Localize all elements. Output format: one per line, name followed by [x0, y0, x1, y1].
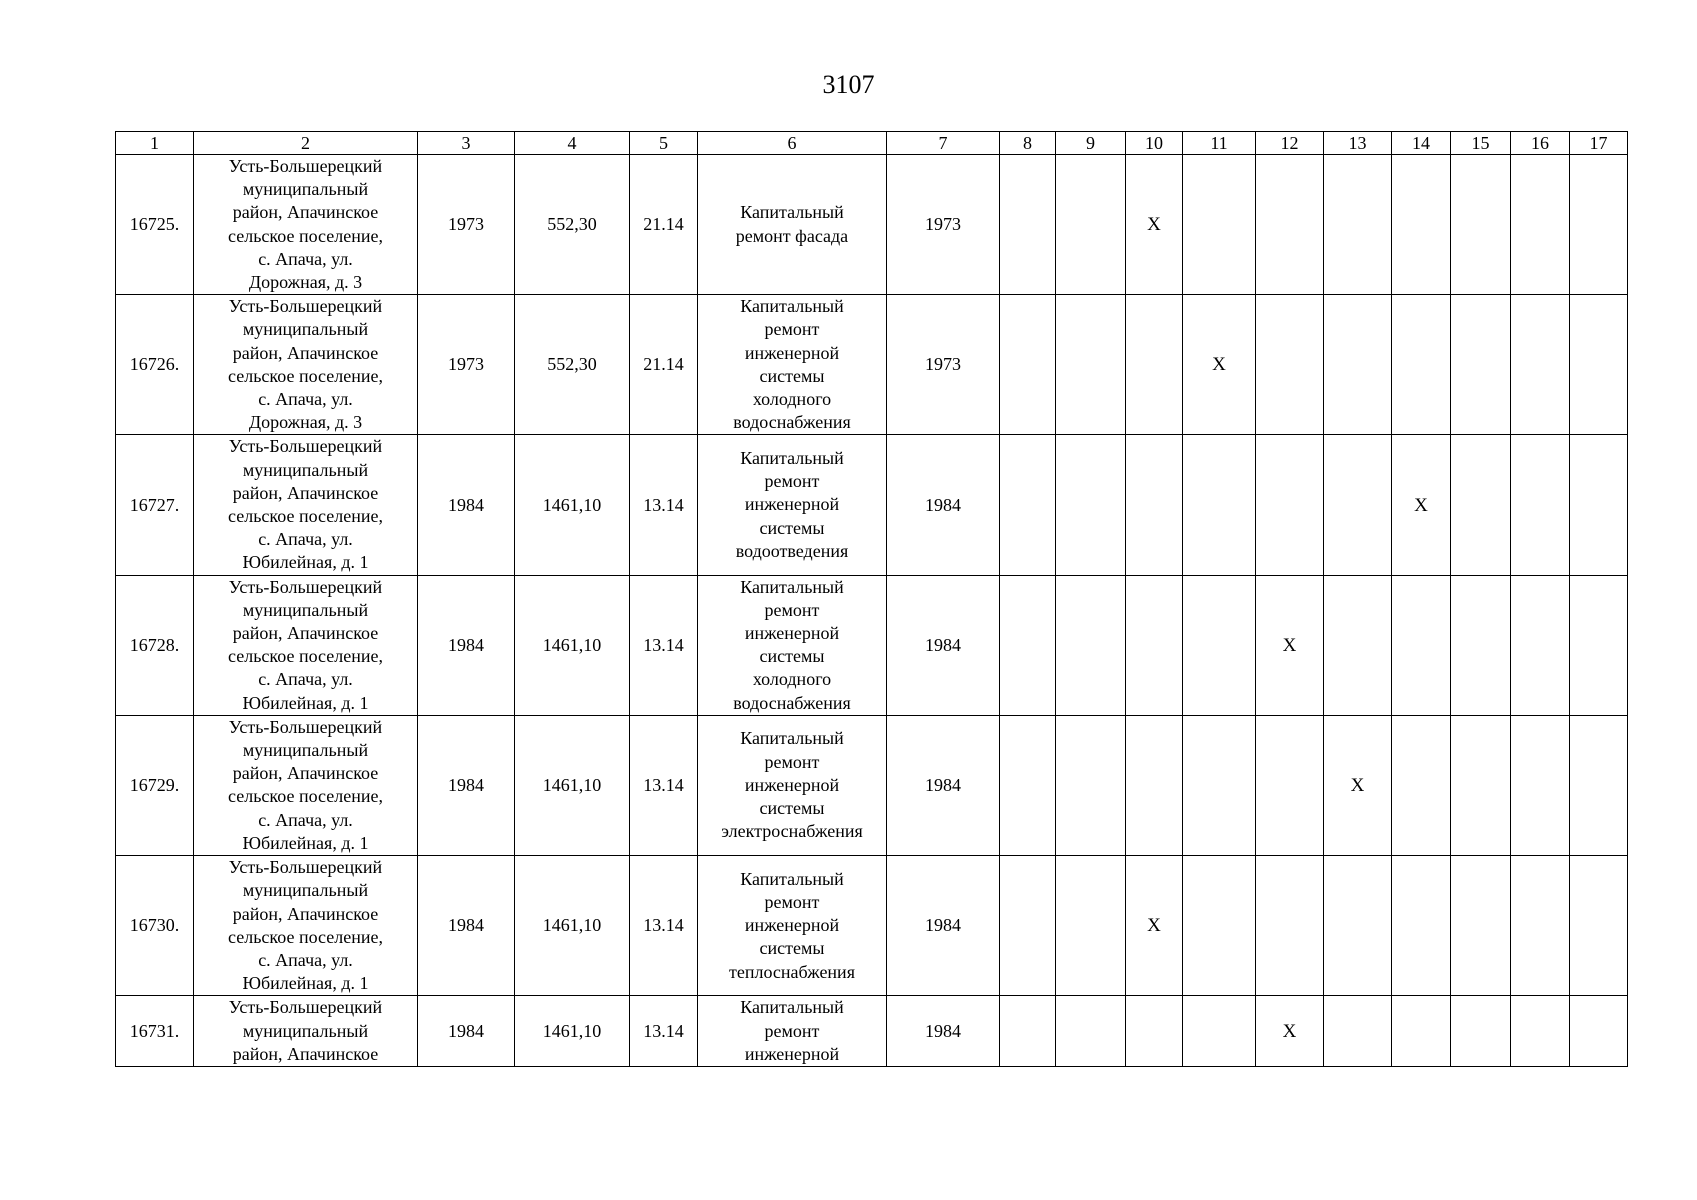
work-type-cell — [698, 856, 887, 996]
work-type-cell-line: инженерной — [744, 494, 840, 515]
address-cell-line: с. Апача, ул. — [258, 389, 353, 410]
work-type-cell-line: электроснабжения — [721, 821, 863, 842]
mark-cell-col-16 — [1511, 295, 1570, 435]
work-type-cell-line: системы — [759, 798, 825, 819]
mark-cell-col-9 — [1056, 856, 1126, 996]
address-cell — [194, 996, 418, 1067]
address-cell-line: район, Апачинское — [232, 903, 379, 924]
address-cell-line: Усть-Большерецкий — [228, 576, 383, 597]
work-type-cell-line: инженерной — [744, 915, 840, 936]
address-cell-line: сельское поселение, — [228, 506, 383, 527]
mark-cell-col-8 — [1000, 435, 1056, 575]
work-type-cell-line: Капитальный — [740, 728, 844, 749]
mark-cell-col-15 — [1451, 575, 1511, 715]
work-type-cell-line: Капитальный — [740, 202, 844, 223]
address-cell — [194, 295, 418, 435]
mark-cell-col-10 — [1126, 575, 1183, 715]
mark-cell-col-10 — [1126, 715, 1183, 855]
column-header-3: 3 — [418, 132, 515, 155]
mark-cell-col-8 — [1000, 295, 1056, 435]
year-built-cell: 1984 — [418, 715, 515, 855]
column-header-15: 15 — [1451, 132, 1511, 155]
address-cell-line: район, Апачинское — [232, 342, 379, 363]
plan-year-cell: 1984 — [887, 996, 1000, 1067]
plan-year-cell: 1973 — [887, 155, 1000, 295]
mark-cell-col-8 — [1000, 155, 1056, 295]
register-table — [115, 131, 1628, 1067]
mark-cell-col-15 — [1451, 856, 1511, 996]
mark-cell-col-11 — [1183, 996, 1256, 1067]
mark-cell-col-8 — [1000, 575, 1056, 715]
mark-cell-col-10 — [1126, 295, 1183, 435]
work-type-cell — [698, 575, 887, 715]
year-built-cell: 1973 — [418, 295, 515, 435]
table-row — [116, 295, 1628, 435]
address-cell-line: с. Апача, ул. — [258, 529, 353, 550]
mark-cell-col-11 — [1183, 715, 1256, 855]
work-type-cell-line: Капитальный — [740, 997, 844, 1018]
address-cell-line: район, Апачинское — [232, 623, 379, 644]
mark-cell-col-17 — [1570, 996, 1628, 1067]
row-number-cell: 16728. — [116, 575, 194, 715]
address-cell-line: с. Апача, ул. — [258, 248, 353, 269]
column-header-17: 17 — [1570, 132, 1628, 155]
work-type-cell-line: инженерной — [744, 774, 840, 795]
mark-cell-col-12 — [1256, 435, 1324, 575]
mark-cell-col-16 — [1511, 435, 1570, 575]
year-built-cell: 1984 — [418, 575, 515, 715]
work-type-cell-line: системы — [759, 938, 825, 959]
area-cell: 1461,10 — [515, 715, 630, 855]
table-row — [116, 856, 1628, 996]
work-type-cell-line: Капитальный — [740, 296, 844, 317]
row-number-cell: 16730. — [116, 856, 194, 996]
address-cell-line: муниципальный — [242, 1020, 369, 1041]
mark-cell-col-17 — [1570, 575, 1628, 715]
address-cell-line: с. Апача, ул. — [258, 949, 353, 970]
mark-cell-col-9 — [1056, 295, 1126, 435]
mark-cell-col-17 — [1570, 155, 1628, 295]
mark-cell-col-12 — [1256, 715, 1324, 855]
mark-cell-col-10 — [1126, 996, 1183, 1067]
address-cell-line: район, Апачинское — [232, 1043, 379, 1064]
address-cell — [194, 856, 418, 996]
mark-cell-col-15 — [1451, 155, 1511, 295]
mark-cell-col-17 — [1570, 435, 1628, 575]
work-type-cell-line: системы — [759, 365, 825, 386]
column-header-6: 6 — [698, 132, 887, 155]
work-type-cell-line: Капитальный — [740, 868, 844, 889]
plan-year-cell: 1984 — [887, 575, 1000, 715]
column-header-9: 9 — [1056, 132, 1126, 155]
work-type-cell-line: ремонт — [764, 599, 820, 620]
code-cell: 13.14 — [630, 575, 698, 715]
mark-cell-col-10 — [1126, 435, 1183, 575]
mark-cell-col-14 — [1392, 575, 1451, 715]
address-cell-line: Усть-Большерецкий — [228, 436, 383, 457]
address-cell-line: муниципальный — [242, 319, 369, 340]
mark-cell-col-17 — [1570, 715, 1628, 855]
address-cell-line: муниципальный — [242, 740, 369, 761]
mark-cell-col-10: X — [1126, 155, 1183, 295]
mark-cell-col-16 — [1511, 996, 1570, 1067]
table-row — [116, 575, 1628, 715]
year-built-cell: 1984 — [418, 435, 515, 575]
work-type-cell-line: Капитальный — [740, 448, 844, 469]
code-cell: 21.14 — [630, 295, 698, 435]
address-cell-line: сельское поселение, — [228, 365, 383, 386]
work-type-cell-line: ремонт — [764, 1020, 820, 1041]
work-type-cell-line: системы — [759, 517, 825, 538]
work-type-cell-line: ремонт — [764, 891, 820, 912]
address-cell-line: Усть-Большерецкий — [228, 997, 383, 1018]
column-header-5: 5 — [630, 132, 698, 155]
address-cell-line: Усть-Большерецкий — [228, 716, 383, 737]
address-cell-line: Усть-Большерецкий — [228, 857, 383, 878]
work-type-cell-line: ремонт — [764, 751, 820, 772]
work-type-cell-line: водоотведения — [735, 540, 849, 561]
column-header-1: 1 — [116, 132, 194, 155]
address-cell — [194, 575, 418, 715]
plan-year-cell: 1984 — [887, 856, 1000, 996]
mark-cell-col-16 — [1511, 575, 1570, 715]
work-type-cell — [698, 295, 887, 435]
mark-cell-col-15 — [1451, 715, 1511, 855]
mark-cell-col-12 — [1256, 155, 1324, 295]
year-built-cell: 1984 — [418, 856, 515, 996]
address-cell-line: сельское поселение, — [228, 225, 383, 246]
mark-cell-col-9 — [1056, 575, 1126, 715]
address-cell-line: с. Апача, ул. — [258, 669, 353, 690]
mark-cell-col-16 — [1511, 856, 1570, 996]
mark-cell-col-12: X — [1256, 575, 1324, 715]
mark-cell-col-9 — [1056, 996, 1126, 1067]
code-cell: 13.14 — [630, 996, 698, 1067]
column-header-16: 16 — [1511, 132, 1570, 155]
area-cell: 1461,10 — [515, 996, 630, 1067]
column-header-2: 2 — [194, 132, 418, 155]
address-cell-line: район, Апачинское — [232, 202, 379, 223]
table-row — [116, 435, 1628, 575]
table-row — [116, 715, 1628, 855]
mark-cell-col-17 — [1570, 295, 1628, 435]
code-cell: 13.14 — [630, 856, 698, 996]
address-cell-line: район, Апачинское — [232, 482, 379, 503]
mark-cell-col-14 — [1392, 295, 1451, 435]
table-row — [116, 155, 1628, 295]
work-type-cell-line: инженерной — [744, 623, 840, 644]
mark-cell-col-13 — [1324, 155, 1392, 295]
address-cell-line: муниципальный — [242, 179, 369, 200]
mark-cell-col-12 — [1256, 856, 1324, 996]
mark-cell-col-12 — [1256, 295, 1324, 435]
address-cell-line: Дорожная, д. 3 — [248, 412, 363, 433]
plan-year-cell: 1973 — [887, 295, 1000, 435]
mark-cell-col-15 — [1451, 996, 1511, 1067]
year-built-cell: 1984 — [418, 996, 515, 1067]
mark-cell-col-11: X — [1183, 295, 1256, 435]
work-type-cell-line: холодного — [752, 669, 832, 690]
address-cell-line: муниципальный — [242, 880, 369, 901]
area-cell: 1461,10 — [515, 575, 630, 715]
address-cell-line: Юбилейная, д. 1 — [242, 973, 369, 994]
work-type-cell-line: Капитальный — [740, 576, 844, 597]
row-number-cell: 16729. — [116, 715, 194, 855]
mark-cell-col-14 — [1392, 715, 1451, 855]
address-cell — [194, 715, 418, 855]
work-type-cell-line: инженерной — [744, 1043, 840, 1064]
column-header-13: 13 — [1324, 132, 1392, 155]
mark-cell-col-8 — [1000, 856, 1056, 996]
column-header-7: 7 — [887, 132, 1000, 155]
year-built-cell: 1973 — [418, 155, 515, 295]
mark-cell-col-17 — [1570, 856, 1628, 996]
mark-cell-col-8 — [1000, 715, 1056, 855]
code-cell: 13.14 — [630, 715, 698, 855]
mark-cell-col-13 — [1324, 856, 1392, 996]
mark-cell-col-9 — [1056, 155, 1126, 295]
address-cell-line: муниципальный — [242, 599, 369, 620]
address-cell-line: сельское поселение, — [228, 926, 383, 947]
plan-year-cell: 1984 — [887, 715, 1000, 855]
mark-cell-col-14 — [1392, 155, 1451, 295]
address-cell-line: Усть-Большерецкий — [228, 296, 383, 317]
mark-cell-col-13 — [1324, 575, 1392, 715]
mark-cell-col-14: X — [1392, 435, 1451, 575]
work-type-cell-line: системы — [759, 646, 825, 667]
row-number-cell: 16726. — [116, 295, 194, 435]
address-cell-line: район, Апачинское — [232, 763, 379, 784]
work-type-cell-line: водоснабжения — [733, 692, 851, 713]
column-header-12: 12 — [1256, 132, 1324, 155]
address-cell-line: сельское поселение, — [228, 646, 383, 667]
mark-cell-col-11 — [1183, 435, 1256, 575]
address-cell-line: с. Апача, ул. — [258, 809, 353, 830]
work-type-cell-line: ремонт — [764, 319, 820, 340]
address-cell-line: сельское поселение, — [228, 786, 383, 807]
page-number: 3107 — [822, 70, 875, 99]
work-type-cell — [698, 435, 887, 575]
address-cell-line: Юбилейная, д. 1 — [242, 832, 369, 853]
mark-cell-col-13 — [1324, 295, 1392, 435]
work-type-cell-line: холодного — [752, 389, 832, 410]
mark-cell-col-9 — [1056, 715, 1126, 855]
work-type-cell — [698, 996, 887, 1067]
mark-cell-col-11 — [1183, 155, 1256, 295]
mark-cell-col-15 — [1451, 295, 1511, 435]
mark-cell-col-8 — [1000, 996, 1056, 1067]
mark-cell-col-16 — [1511, 715, 1570, 855]
column-header-11: 11 — [1183, 132, 1256, 155]
address-cell — [194, 155, 418, 295]
table-row — [116, 996, 1628, 1067]
column-header-4: 4 — [515, 132, 630, 155]
mark-cell-col-13 — [1324, 996, 1392, 1067]
mark-cell-col-11 — [1183, 856, 1256, 996]
mark-cell-col-14 — [1392, 856, 1451, 996]
work-type-cell-line: инженерной — [744, 342, 840, 363]
mark-cell-col-13: X — [1324, 715, 1392, 855]
plan-year-cell: 1984 — [887, 435, 1000, 575]
column-header-8: 8 — [1000, 132, 1056, 155]
address-cell-line: муниципальный — [242, 459, 369, 480]
table-body — [116, 155, 1628, 1067]
column-header-10: 10 — [1126, 132, 1183, 155]
address-cell-line: Юбилейная, д. 1 — [242, 692, 369, 713]
address-cell-line: Усть-Большерецкий — [228, 156, 383, 176]
address-cell-line: Дорожная, д. 3 — [248, 272, 363, 293]
address-cell — [194, 435, 418, 575]
work-type-cell — [698, 715, 887, 855]
mark-cell-col-11 — [1183, 575, 1256, 715]
address-cell-line: Юбилейная, д. 1 — [242, 552, 369, 573]
mark-cell-col-14 — [1392, 996, 1451, 1067]
work-type-cell-line: водоснабжения — [733, 412, 851, 433]
mark-cell-col-15 — [1451, 435, 1511, 575]
area-cell: 552,30 — [515, 155, 630, 295]
mark-cell-col-10: X — [1126, 856, 1183, 996]
mark-cell-col-9 — [1056, 435, 1126, 575]
row-number-cell: 16731. — [116, 996, 194, 1067]
header-row — [116, 132, 1628, 155]
row-number-cell: 16727. — [116, 435, 194, 575]
code-cell: 13.14 — [630, 435, 698, 575]
mark-cell-col-16 — [1511, 155, 1570, 295]
work-type-cell-line: ремонт фасада — [735, 225, 849, 246]
mark-cell-col-12: X — [1256, 996, 1324, 1067]
code-cell: 21.14 — [630, 155, 698, 295]
area-cell: 1461,10 — [515, 856, 630, 996]
area-cell: 552,30 — [515, 295, 630, 435]
area-cell: 1461,10 — [515, 435, 630, 575]
row-number-cell: 16725. — [116, 155, 194, 295]
work-type-cell-line: теплоснабжения — [729, 961, 855, 982]
mark-cell-col-13 — [1324, 435, 1392, 575]
column-header-14: 14 — [1392, 132, 1451, 155]
work-type-cell-line: ремонт — [764, 471, 820, 492]
work-type-cell — [698, 155, 887, 295]
